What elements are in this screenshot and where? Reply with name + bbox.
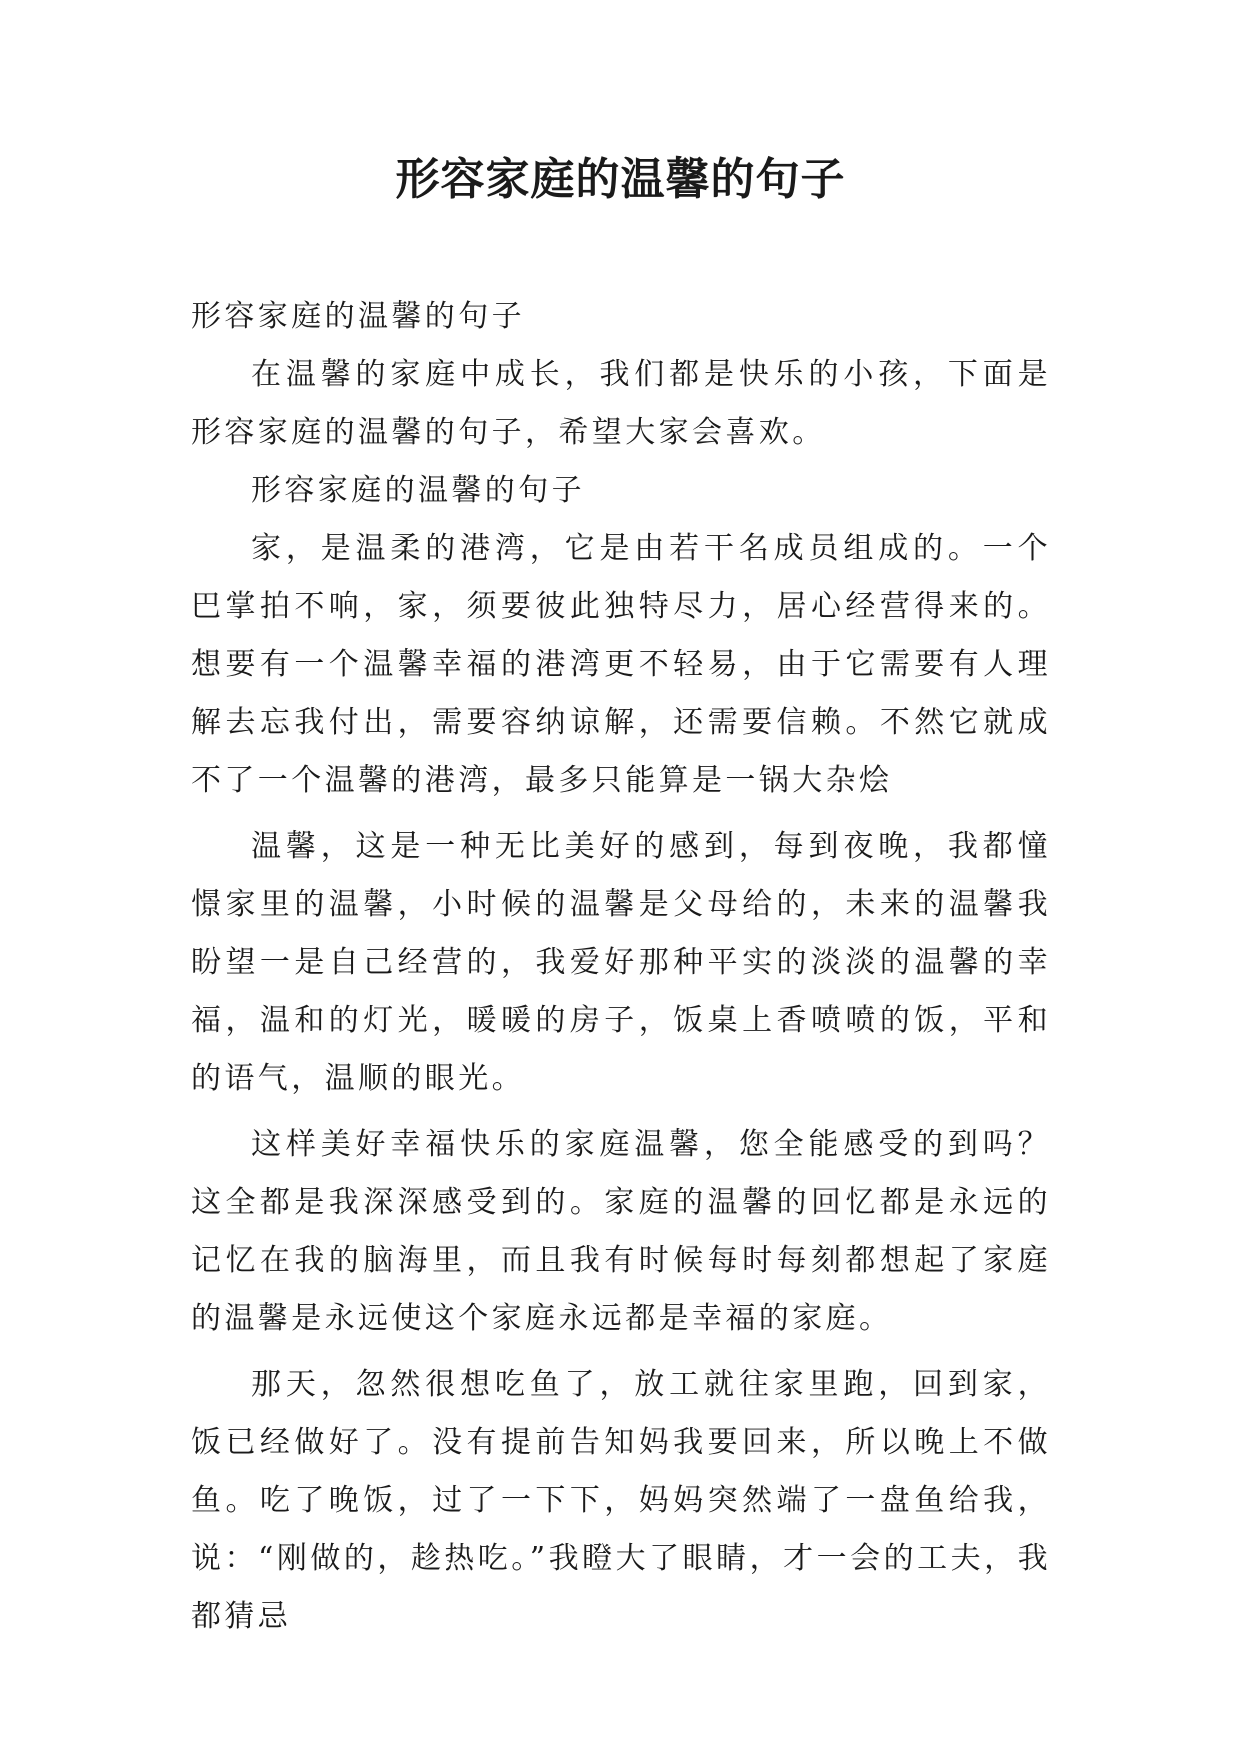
paragraph-warmth: 温馨，这是一种无比美好的感到，每到夜晚，我都憧憬家里的温馨，小时候的温馨是父母给的，未来的温馨我盼望一是自己经营的，我爱好那种平实的淡淡的温馨的幸福，温和的灯光，暖暖的房子，饭桌上香喷喷的饭，平和的语气，温顺的眼光。 bbox=[191, 829, 1051, 1096]
paragraph-happiness: 这样美好幸福快乐的家庭温馨，您全能感受的到吗？这全都是我深深感受到的。家庭的温馨的回忆都是永远的记忆在我的脑海里，而且我有时候每时每刻都想起了家庭的温馨是永远使这个家庭永远都是幸福的家庭。 bbox=[191, 1127, 1051, 1336]
paragraph-fish-story: 那天，忽然很想吃鱼了，放工就往家里跑，回到家，饭已经做好了。没有提前告知妈我要回来，所以晚上不做鱼。吃了晚饭，过了一下下，妈妈突然端了一盘鱼给我，说：“刚做的，趁热吃。”我瞪大了眼睛，才一会的工夫，我都猜忌 bbox=[191, 1367, 1051, 1634]
paragraph-harbor: 家，是温柔的港湾，它是由若干名成员组成的。一个巴掌拍不响，家，须要彼此独特尽力，居心经营得来的。想要有一个温馨幸福的港湾更不轻易，由于它需要有人理解去忘我付出，需要容纳谅解，还需要信赖。不然它就成不了一个温馨的港湾，最多只能算是一锅大杂烩 bbox=[191, 531, 1051, 798]
document-body bbox=[191, 288, 1051, 1646]
paragraph-heading: 形容家庭的温馨的句子 bbox=[251, 473, 585, 508]
paragraph-subtitle: 形容家庭的温馨的句子 bbox=[191, 299, 525, 334]
document-title: 形容家庭的温馨的句子 bbox=[395, 154, 846, 205]
paragraph-intro: 在温馨的家庭中成长，我们都是快乐的小孩，下面是形容家庭的温馨的句子，希望大家会喜欢。 bbox=[191, 357, 1051, 450]
